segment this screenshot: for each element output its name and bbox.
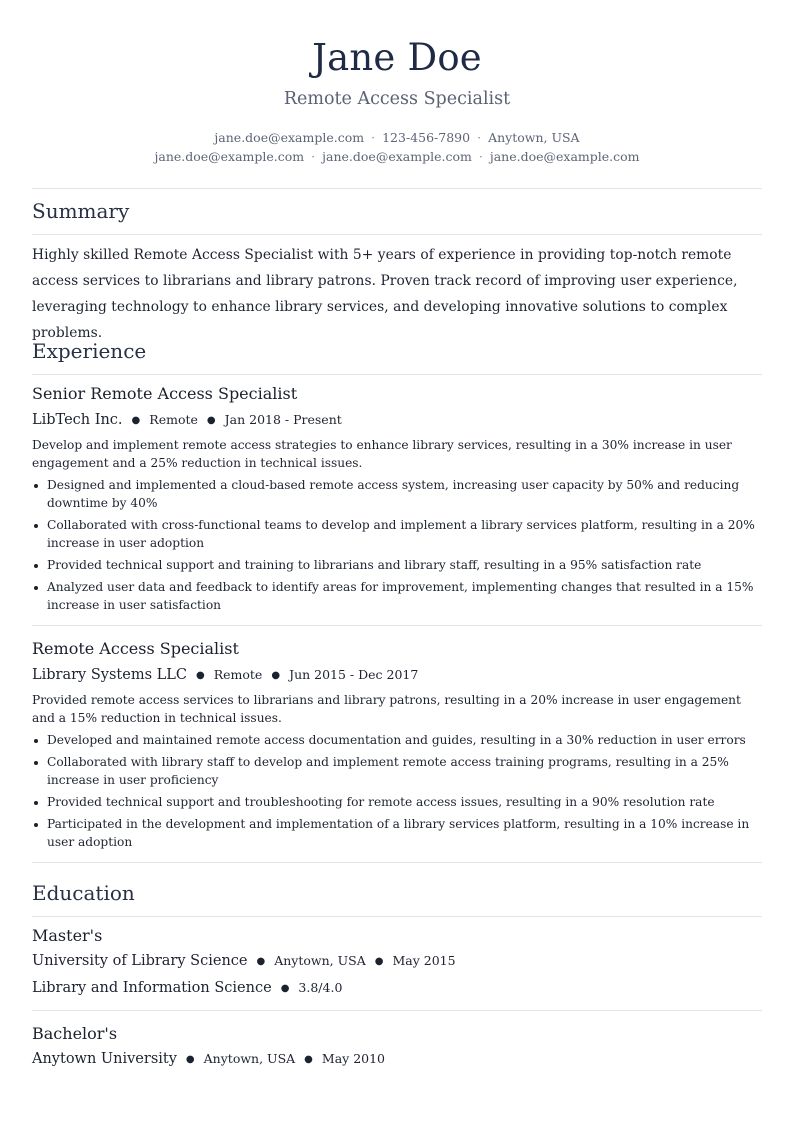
- education-meta: [32, 952, 762, 972]
- job-location: Remote: [213, 667, 263, 682]
- contact-link[interactable]: jane.doe@example.com: [322, 149, 472, 164]
- education-field-row: [32, 979, 762, 999]
- contact-line-1: [32, 128, 762, 147]
- resume-page: [32, 0, 762, 1067]
- list-item: Analyzed user data and feedback to identify areas for improvement, implementing changes that resulted in a 15% increase in user satisfaction: [32, 578, 762, 614]
- job-description: Develop and implement remote access strategies to enhance library services, resulting in a 30% increase in user engagement and a 25% reduction in technical issues.: [32, 438, 732, 470]
- summary-text: Highly skilled Remote Access Specialist with 5+ years of experience in providing top-notch remote access services to librarians and library patrons. Proven track record of improving user experience, leveraging technology to enhance library services, and developing innovative solutions to complex problems.: [32, 247, 738, 341]
- job-company: LibTech Inc.: [32, 412, 123, 428]
- resume-header: [32, 38, 762, 166]
- separator: ·: [371, 130, 376, 145]
- contact-link[interactable]: jane.doe@example.com: [489, 149, 640, 164]
- divider: [32, 1010, 762, 1011]
- bullet-separator: ●: [280, 983, 290, 994]
- school-name: University of Library Science: [32, 953, 248, 969]
- education-entry: [32, 1024, 762, 1070]
- school-location: Anytown, USA: [274, 953, 366, 968]
- separator: ·: [477, 130, 482, 145]
- graduation-date: May 2010: [321, 1051, 386, 1066]
- bullet-separator: ●: [185, 1054, 195, 1065]
- education-meta: [32, 1050, 762, 1070]
- job-dates: Jun 2015 - Dec 2017: [289, 667, 419, 682]
- contact-location: Anytown, USA: [488, 130, 580, 145]
- contact-line-2: [32, 147, 762, 166]
- section-title-experience: Experience: [32, 339, 147, 363]
- divider: [32, 374, 762, 375]
- contact-phone[interactable]: 123-456-7890: [382, 130, 471, 145]
- field-of-study: Library and Information Science: [32, 980, 272, 996]
- list-item: Developed and maintained remote access documentation and guides, resulting in a 30% reduction in user errors: [32, 731, 762, 749]
- divider: [32, 625, 762, 626]
- job-location: Remote: [149, 412, 198, 427]
- job-entry: [32, 639, 762, 851]
- job-bullets: [32, 731, 762, 851]
- section-title-summary: Summary: [32, 199, 130, 223]
- bullet-separator: ●: [271, 670, 281, 681]
- bullet-separator: ●: [195, 670, 205, 681]
- section-title-education: Education: [32, 881, 135, 905]
- job-company: Library Systems LLC: [32, 667, 187, 683]
- bullet-separator: ●: [206, 415, 216, 426]
- school-location: Anytown, USA: [203, 1051, 296, 1066]
- school-name: Anytown University: [32, 1051, 177, 1067]
- bullet-separator: ●: [304, 1054, 313, 1065]
- list-item: Collaborated with library staff to develop and implement remote access training programs, resulting in a 25% increase in user proficiency: [32, 753, 762, 789]
- bullet-separator: ●: [256, 956, 266, 967]
- job-title: Senior Remote Access Specialist: [32, 384, 298, 403]
- graduation-date: May 2015: [392, 953, 456, 968]
- job-entry: [32, 384, 762, 614]
- list-item: Designed and implemented a cloud-based remote access system, increasing user capacity by 50% and reducing downtime by 40%: [32, 476, 762, 512]
- job-description: Provided remote access services to librarians and library patrons, resulting in a 20% increase in user engagement and a 15% reduction in technical issues.: [32, 693, 741, 725]
- job-title: Remote Access Specialist: [32, 639, 239, 658]
- degree: Bachelor's: [32, 1024, 118, 1043]
- job-dates: Jan 2018 - Present: [224, 412, 342, 427]
- separator: ·: [478, 149, 483, 164]
- divider: [32, 862, 762, 863]
- gpa: 3.8/4.0: [298, 980, 343, 995]
- divider: [32, 188, 762, 189]
- degree: Master's: [32, 926, 103, 945]
- job-bullets: [32, 476, 762, 614]
- divider: [32, 916, 762, 917]
- contact-link[interactable]: jane.doe@example.com: [154, 149, 305, 164]
- job-meta: [32, 666, 762, 686]
- bullet-separator: ●: [374, 956, 384, 967]
- list-item: Participated in the development and implementation of a library services platform, resulting in a 10% increase in user adoption: [32, 815, 762, 851]
- separator: ·: [311, 149, 316, 164]
- divider: [32, 234, 762, 235]
- education-entry: [32, 926, 762, 999]
- job-meta: [32, 411, 762, 431]
- bullet-separator: ●: [131, 415, 141, 426]
- list-item: Provided technical support and troubleshooting for remote access issues, resulting in a 90% resolution rate: [32, 793, 762, 811]
- list-item: Provided technical support and training to librarians and library staff, resulting in a 95% satisfaction rate: [32, 556, 762, 574]
- candidate-name: Jane Doe: [312, 36, 482, 79]
- list-item: Collaborated with cross-functional teams to develop and implement a library services platform, resulting in a 20% increase in user adoption: [32, 516, 762, 552]
- candidate-role: Remote Access Specialist: [283, 89, 511, 109]
- contact-email[interactable]: jane.doe@example.com: [214, 130, 365, 145]
